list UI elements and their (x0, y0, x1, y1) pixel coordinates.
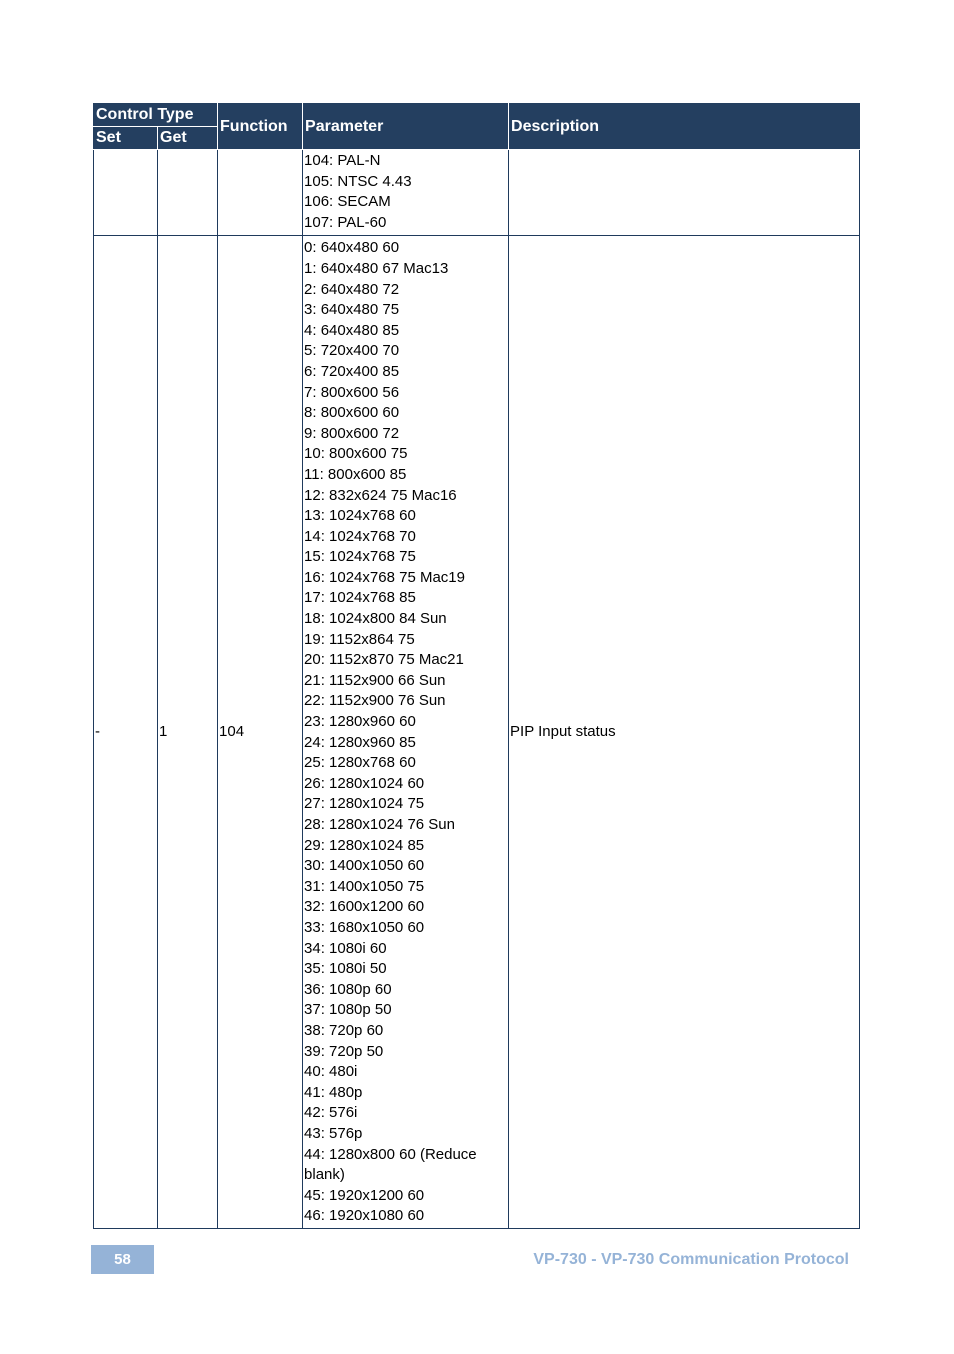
parameter-item: 38: 720p 60 (304, 1021, 384, 1039)
parameter-item: 37: 1080p 50 (304, 1001, 392, 1019)
parameter-item: 24: 1280x960 85 (304, 733, 416, 751)
parameter-item: 2: 640x480 72 (304, 280, 400, 298)
parameter-item: 15: 1024x768 75 (304, 548, 416, 566)
parameter-item: 1: 640x480 67 Mac13 (304, 259, 449, 277)
parameter-item: 107: PAL-60 (304, 213, 387, 231)
parameter-item: 11: 800x600 85 (304, 465, 407, 483)
parameter-item: 3: 640x480 75 (304, 301, 400, 319)
parameter-item: 17: 1024x768 85 (304, 589, 416, 607)
parameter-item: 6: 720x400 85 (304, 362, 400, 380)
cell-get: 1 (158, 236, 218, 1229)
parameter-list (304, 151, 507, 233)
cell-parameter (303, 150, 509, 236)
parameter-item: 104: PAL-N (304, 152, 381, 169)
parameter-item: 21: 1152x900 66 Sun (304, 671, 446, 689)
parameter-item: 25: 1280x768 60 (304, 754, 416, 772)
table-row (94, 236, 860, 1229)
parameter-item: 7: 800x600 56 (304, 383, 400, 401)
parameter-item: 28: 1280x1024 76 Sun (304, 816, 455, 833)
parameter-item: 4: 640x480 85 (304, 321, 400, 339)
parameter-item: 27: 1280x1024 75 (304, 795, 425, 813)
header-set: Set (94, 127, 158, 150)
parameter-item: 13: 1024x768 60 (304, 507, 416, 525)
cell-parameter (303, 236, 509, 1229)
protocol-table (93, 103, 860, 1229)
header-function: Function (218, 104, 303, 150)
header-get: Get (158, 127, 218, 150)
cell-get (158, 150, 218, 236)
parameter-item: 31: 1400x1050 75 (304, 877, 425, 895)
table-row (94, 150, 860, 236)
parameter-item: 26: 1280x1024 60 (304, 774, 425, 792)
parameter-item: 45: 1920x1200 60 (304, 1186, 425, 1204)
parameter-item: 42: 576i (304, 1104, 358, 1122)
parameter-item: 36: 1080p 60 (304, 980, 392, 998)
parameter-item: 35: 1080i 50 (304, 960, 387, 978)
cell-description (509, 150, 860, 236)
cell-set (94, 150, 158, 236)
parameter-item: 46: 1920x1080 60 (304, 1207, 425, 1225)
parameter-item: 22: 1152x900 76 Sun (304, 692, 446, 710)
parameter-item: 0: 640x480 60 (304, 239, 400, 257)
parameter-item: 19: 1152x864 75 (304, 630, 415, 648)
parameter-item: 10: 800x600 75 (304, 445, 408, 463)
parameter-item: 29: 1280x1024 85 (304, 836, 425, 854)
parameter-item: 39: 720p 50 (304, 1042, 384, 1060)
parameter-item: 43: 576p (304, 1124, 363, 1142)
header-parameter: Parameter (303, 104, 509, 150)
parameter-item: 18: 1024x800 84 Sun (304, 610, 447, 628)
parameter-item: 14: 1024x768 70 (304, 527, 416, 545)
parameter-item: 9: 800x600 72 (304, 424, 400, 442)
table-header (94, 104, 860, 150)
cell-function: 104 (218, 236, 303, 1229)
cell-set: - (94, 236, 158, 1229)
parameter-item: 105: NTSC 4.43 (304, 172, 412, 190)
parameter-item: 32: 1600x1200 60 (304, 898, 425, 916)
header-control-type: Control Type (94, 104, 218, 127)
cell-description: PIP Input status (509, 236, 860, 1229)
parameter-item: 106: SECAM (304, 193, 391, 211)
parameter-item: 44: 1280x800 60 (Reduce blank) (304, 1145, 477, 1184)
parameter-item: 30: 1400x1050 60 (304, 857, 425, 875)
parameter-item: 12: 832x624 75 Mac16 (304, 486, 457, 504)
parameter-item: 20: 1152x870 75 Mac21 (304, 651, 464, 669)
parameter-item: 40: 480i (304, 1063, 358, 1081)
cell-function (218, 150, 303, 236)
parameter-list (304, 238, 507, 1227)
parameter-item: 16: 1024x768 75 Mac19 (304, 568, 465, 586)
header-description: Description (509, 104, 860, 150)
parameter-item: 41: 480p (304, 1083, 363, 1101)
parameter-item: 33: 1680x1050 60 (304, 918, 425, 936)
parameter-item: 23: 1280x960 60 (304, 713, 416, 731)
page-number: 58 (91, 1245, 154, 1274)
parameter-item: 8: 800x600 60 (304, 404, 400, 422)
document-title: VP-730 - VP-730 Communication Protocol (533, 1251, 849, 1268)
parameter-item: 34: 1080i 60 (304, 939, 387, 957)
parameter-item: 5: 720x400 70 (304, 342, 400, 360)
